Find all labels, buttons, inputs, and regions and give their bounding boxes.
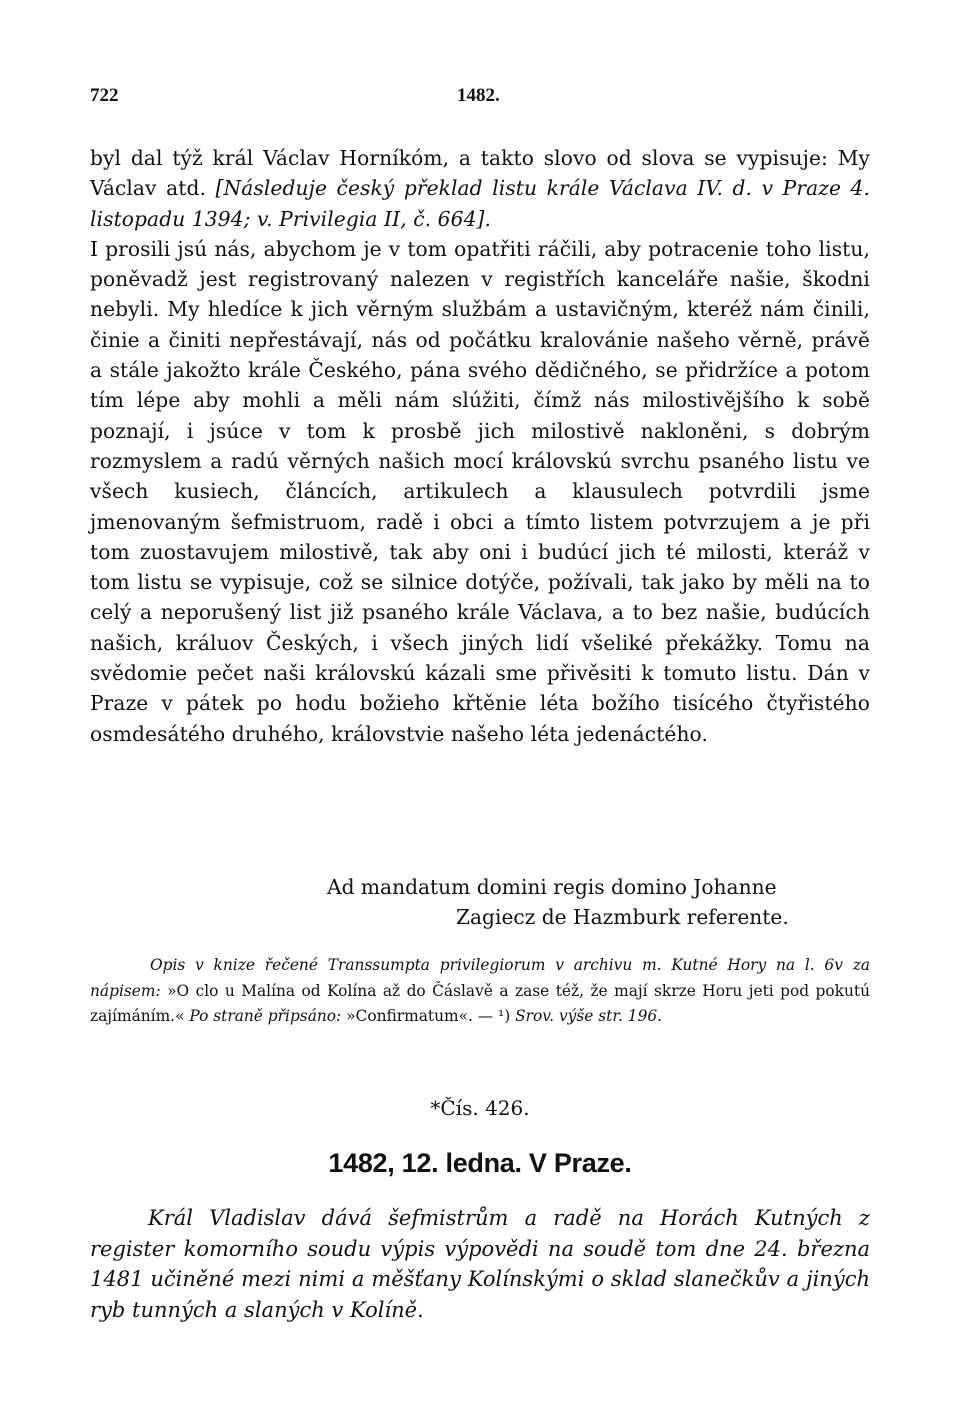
page-header bbox=[90, 85, 870, 111]
body-paragraph-main: I prosili jsú nás, abychom je v tom opatřiti ráčili, aby potracenie toho listu, poněvadž jest registrovaný nalezen v registřích kanceláře našie, škodni nebyli. My hledíce k jich věrným službám a ustavičným, kteréž nám činili, činie a činiti nepřestávají, nás od počátku kralovánie našeho věrně, právě a stále jakožto krále Českého, pána svého dědičného, se přidržíce a potom tím lépe aby mohli a měli nám slúžiti, čímž nás milostivějšího k sobě poznají, i jsúce v tom k prosbě jich milostivě nakloněni, s dobrým rozmyslem a radú věrných našich mocí královskú svrchu psaného listu ve všech kusiech, článcích, artikulech a klausulech potvrdili jsme jmenovaným šefmistruom, radě i obci a tímto listem potvrzujem a je při tom zuostavujem milostivě, tak aby oni i budúcí jich té milosti, kteráž v tom listu se vypisuje, což se silnice dotýče, požívali, tak jako by měli na to celý a neporušený list již psaného krále Václava, a to bez našie, budúcích našich, králuov Českých, i všech jiných lidí všeliké překážky. Tomu na svědomie pečet naši královskú kázali sme přivěsiti k tomuto listu. Dán v Praze v pátek po hodu božieho křtěnie léta božího tisícého čtyřistého osmdesátého druhého, královstvie našeho léta jedenáctého. bbox=[90, 236, 870, 746]
chancery-note-line-1: Ad mandatum domini regis domino Johanne bbox=[327, 875, 777, 899]
footnote-margin-label: Po straně připsáno: bbox=[189, 1007, 347, 1025]
footnote-source: Opis v knize řečené Transsumpta privilegiorum v archivu m. Kutné Hory na l. 6v za nápisem: bbox=[90, 956, 870, 1000]
running-header-year: 1482. bbox=[457, 85, 500, 106]
editorial-note: [Následuje český překlad listu krále Václava IV. d. v Praze 4. listopadu 1394; v. Privilegia II, č. 664]. bbox=[90, 176, 870, 231]
document-regest: Král Vladislav dává šefmistrům a radě na Horách Kutných z register komorního soudu výpis výpovědi na soudě tom dne 24. března 1481 učiněné mezi nimi a měšťany Kolínskými o sklad slanečkův a jiných ryb tunných a slaných v Kolíně. bbox=[90, 1206, 870, 1322]
chancery-note-line-2: Zagiecz de Hazmburk referente. bbox=[456, 905, 789, 929]
page-number: 722 bbox=[90, 85, 119, 106]
footnote-inscription: »O clo u Malína od Kolína až do Čáslavě a zase též, že mají skrze Horu jeti pod pokutú zajímáním.« bbox=[90, 981, 871, 1025]
body-paragraph-intro bbox=[90, 143, 870, 234]
footnote-reference: Srov. výše str. 196. bbox=[515, 1007, 663, 1025]
source-footnote bbox=[90, 953, 870, 1030]
footnote-margin-text: »Confirmatum«. — ¹) bbox=[346, 1007, 516, 1025]
intro-text: byl dal týž král Václav Horníkóm, a takto slovo od slova se vypisuje: My Václav atd. bbox=[90, 146, 870, 201]
document-body bbox=[90, 143, 870, 749]
document-date-heading: 1482, 12. ledna. V Praze. bbox=[328, 1148, 632, 1178]
document-number: *Čís. 426. bbox=[430, 1096, 530, 1120]
